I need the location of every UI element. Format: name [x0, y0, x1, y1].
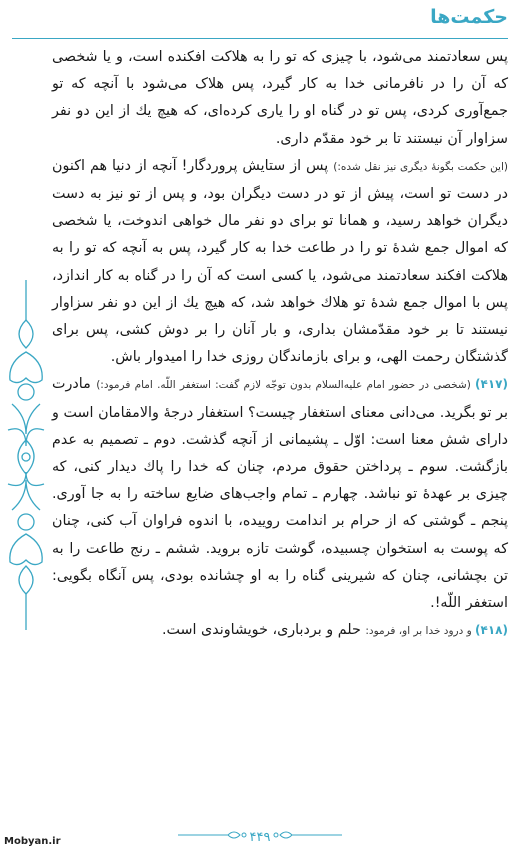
paragraph-note: (این حکمت بگونۀ دیگری نیز نقل شده:) — [333, 160, 508, 173]
header-divider — [12, 38, 508, 39]
page-title: حکمت‌ها — [430, 6, 508, 28]
paragraph-note: (شخصی در حضور امام علیه‌السلام بدون توجّه لازم گفت: استغفر اللّه. امام فرمود:) — [96, 379, 476, 392]
paragraph-417 — [52, 371, 508, 617]
page-footer — [0, 805, 520, 855]
main-text — [52, 44, 508, 645]
saying-number: (۴۱۸) — [475, 623, 508, 638]
paragraph-text: پس سعادتمند می‌شود، با چیزی که تو را به هلاکت افکنده است، و یا شخصی که آن را در نافرمانی خدا به کار گیرد، پس هلاک می‌شود با آنچه که تو جمع‌آوری کردی، پس تو در گناه او را یاری کرده‌ای، که هیچ یك از این دو نفر سزاوار آن نیستند تا بر خود مقدّم داری. — [52, 49, 508, 147]
floral-ornament-icon — [4, 280, 48, 630]
page-number: ۴۴۹ — [249, 830, 271, 845]
paragraph-418 — [52, 617, 508, 645]
saying-number: (۴۱۷) — [475, 377, 508, 392]
paragraph-2 — [52, 153, 508, 372]
paragraph-1 — [52, 44, 508, 153]
site-label: Mobyan.ir — [4, 836, 61, 847]
paragraph-note: و درود خدا بر او، فرمود: — [365, 625, 476, 638]
paragraph-text: حلم و بردباری، خویشاوندی است. — [161, 622, 366, 639]
paragraph-text: پس از ستایش پروردگار! آنچه از دنیا هم اکنون در دست تو است، پیش از تو در دست دیگران بود، و پس از تو نیز به دست دیگران خواهد رسید، و همانا تو برای دو نفر مال خواهی اندوخت، یا شخصی که اموال جمع شدۀ تو را در طاعت خدا به کار گیرد، پس به آنچه که تو را به هلاکت افکند سعادتمند می‌شود، یا کسی است که آن را در گناه به کار اندازد، پس با اموال جمع شدۀ تو هلاك خواهد شد، که هیچ یك از این دو نفر سزاوار نیستند تا بر خود مقدّمشان بداری، و بار آنان را بر دوش کشی، پس برای گذشتگان رحمت الهی، و برای بازماندگان روزی خدا را امیدوار باش. — [52, 157, 508, 366]
scroll-ornament-icon — [272, 829, 342, 841]
paragraph-text: مادرت بر تو بگرید. می‌دانی معنای استغفار چیست؟ استغفار درجۀ والامقامان است و دارای شش معنا است: اوّل ـ پشیمانی از آنچه گذشت. دوم ـ تصمیم به عدم بازگشت. سوم ـ پرداختن حقوق مردم، چنان که خدا را پاك دیدار کنی، که چیزی بر عهدۀ تو نباشد. چهارم ـ تمام واجب‌های ضایع ساخته را به جا آوری. پنجم ـ گوشتی که از حرام بر اندامت روییده، با اندوه فراوان آب کنی، چنان که پوست به استخوان چسبیده، گوشت تازه بروید. ششم ـ رنج طاعت را به تن بچشانی، چنان که شیرینی گناه را به او چشانده بودی، پس آنگاه بگویی: استغفر اللّه!. — [52, 376, 508, 612]
